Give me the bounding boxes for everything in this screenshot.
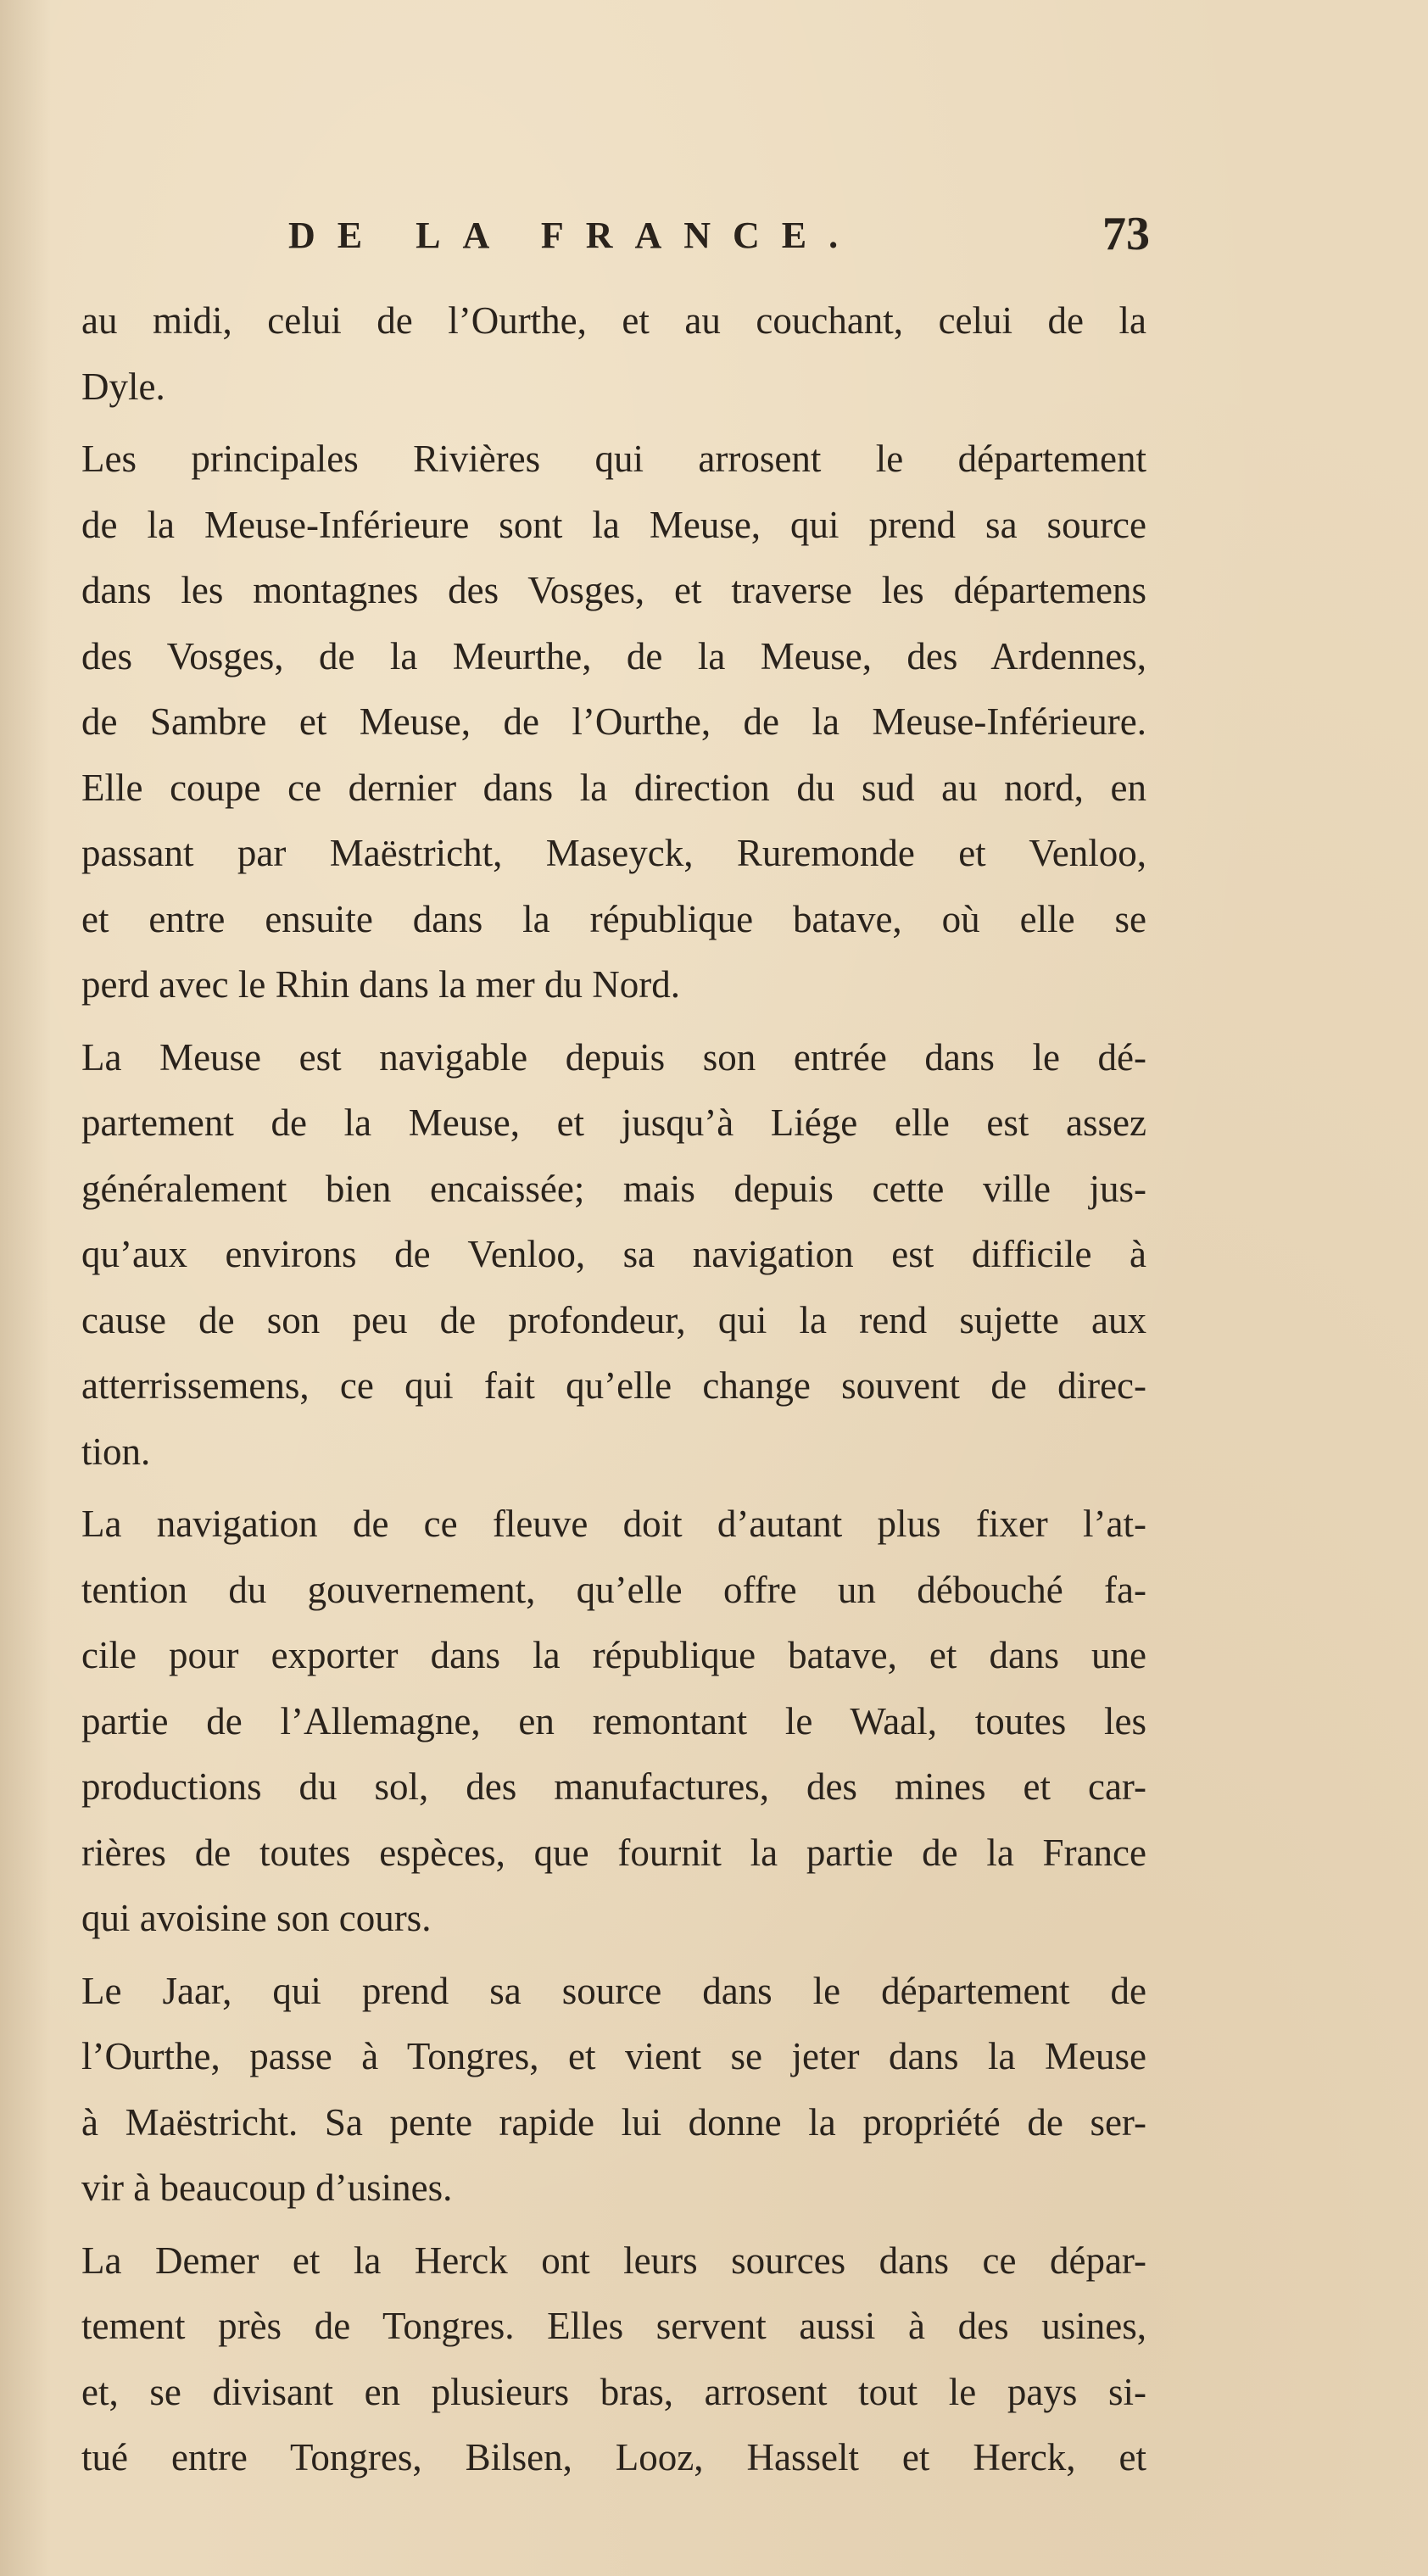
text-line: de Sambre et Meuse, de l’Ourthe, de la Meuse-Inférieure. (81, 700, 1146, 743)
text-line: au midi, celui de l’Ourthe, et au couchant, celui de la (81, 299, 1146, 342)
text-line: passant par Maëstricht, Maseyck, Ruremonde et Venloo, (81, 832, 1146, 874)
spine-shadow (0, 0, 51, 2576)
text-line: partement de la Meuse, et jusqu’à Liége elle est assez (81, 1101, 1146, 1144)
page-number: 73 (1102, 208, 1150, 260)
text-line: Dyle. (81, 365, 165, 408)
text-line: La Demer et la Herck ont leurs sources dans ce dépar- (81, 2239, 1146, 2282)
text-line: partie de l’Allemagne, en remontant le Waal, toutes les (81, 1699, 1146, 1742)
text-line: à Maëstricht. Sa pente rapide lui donne la propriété de ser- (81, 2100, 1146, 2144)
text-line: tement près de Tongres. Elles servent aussi à des usines, (81, 2305, 1146, 2347)
text-line: et entre ensuite dans la république batave, où elle se (81, 897, 1146, 940)
text-line: l’Ourthe, passe à Tongres, et vient se jeter dans la Meuse (81, 2035, 1146, 2077)
page-header (288, 208, 1150, 265)
text-line: cause de son peu de profondeur, qui la rend sujette aux (81, 1298, 1146, 1341)
text-line: tué entre Tongres, Bilsen, Looz, Hasselt et Herck, et (81, 2436, 1146, 2478)
text-line: tention du gouvernement, qu’elle offre un débouché fa- (81, 1568, 1146, 1611)
text-line: perd avec le Rhin dans la mer du Nord. (81, 963, 681, 1006)
text-line: Le Jaar, qui prend sa source dans le département de (81, 1969, 1146, 2012)
text-line: cile pour exporter dans la république batave, et dans une (81, 1634, 1146, 1676)
text-line: de la Meuse-Inférieure sont la Meuse, qui prend sa source (81, 503, 1146, 546)
text-line: productions du sol, des manufactures, des mines et car- (81, 1765, 1146, 1808)
text-line: La Meuse est navigable depuis son entrée dans le dé- (81, 1035, 1146, 1079)
running-title: DE LA FRANCE. (288, 215, 861, 256)
text-line: qui avoisine son cours. (81, 1897, 432, 1939)
text-line: Elle coupe ce dernier dans la direction du sud au nord, en (81, 766, 1146, 809)
text-line: rières de toutes espèces, que fournit la partie de la France (81, 1831, 1146, 1874)
text-line: vir à beaucoup d’usines. (81, 2166, 453, 2209)
text-line: qu’aux environs de Venloo, sa navigation est difficile à (81, 1233, 1146, 1275)
text-line: Les principales Rivières qui arrosent le département (81, 438, 1146, 480)
text-line: La navigation de ce fleuve doit d’autant plus fixer l’at- (81, 1503, 1146, 1545)
text-line: des Vosges, de la Meurthe, de la Meuse, des Ardennes, (81, 634, 1146, 677)
body-text (81, 288, 1146, 2491)
text-line: généralement bien encaissée; mais depuis cette ville jus- (81, 1167, 1146, 1210)
text-line: atterrissemens, ce qui fait qu’elle change souvent de direc- (81, 1364, 1146, 1407)
text-line: et, se divisant en plusieurs bras, arrosent tout le pays si- (81, 2370, 1146, 2413)
text-line: dans les montagnes des Vosges, et traverse les départemens (81, 569, 1146, 611)
text-line: tion. (81, 1430, 151, 1473)
